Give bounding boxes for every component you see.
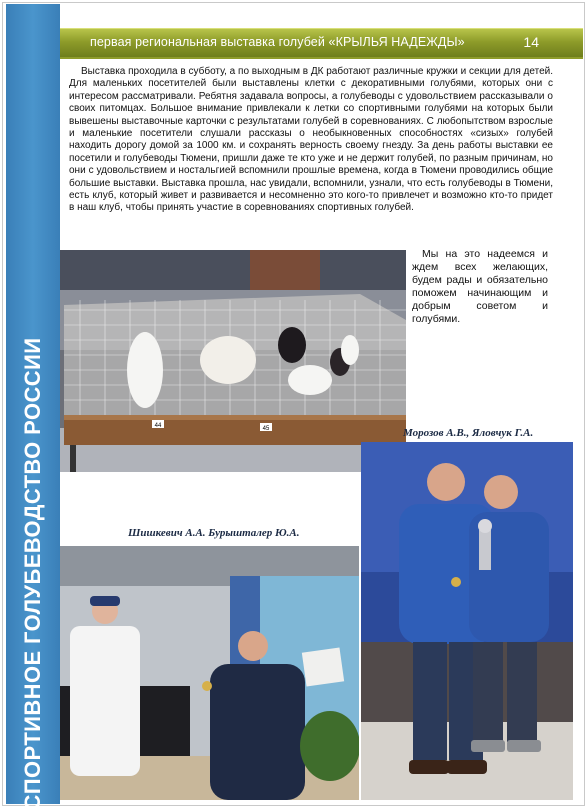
page-header [60,28,583,57]
sidebar-vertical-title: СПОРТИВНОЕ ГОЛУБЕВОДСТВО РОССИИ [20,337,45,810]
article-side-paragraph: Мы на это надеемся и ждем всех желающих, будем рады и обязательно поможем начинающим и добрым советом и голубями. [412,248,548,325]
header-rule [60,57,583,59]
page-number: 14 [523,34,539,50]
article-main-paragraph: Выставка проходила в субботу, а по выходным в ДК работают различные кружки и секции для детей. Для маленьких посетителей были выставлены клетки с декоративными голубями, которых они с интересом рассматривали. Ребятня задавала вопросы, а голубеводы с удовольствием рассказывали о своих питомцах. Большое внимание привлекали к летки со спортивными голубями на которых были вывешены выставочные карточки с результатами голубей в соревнованиях. С любопытством взрослые и маленькие посетители слушали рассказы о необыкновенных способностях «сизых» голубей находить дорогу домой за 1000 км. и сохранять верность своему гнезду. За день работы выставки ее посетили и голубеводы Тюмени, пришли даже те кто уже и не держит голубей, по разным причинам, но они с удовольствием и ностальгией вспомнили прошлые времена, когда в Тюмени проводились общие большие выставки. Выставка прошла, нас увидали, вспомнили, узнали, что есть голубеводы в Тюмени, есть клуб, который живет и развивается и несомненно это кого-то привлечет и возможно кто-то придет в наш клуб, чтобы принять участие в соревнованиях спортивных голубей. [69,66,553,214]
cage-photo [60,250,406,472]
caption-left-photo: Шишкевич А.А. Бурышталер Ю.А. [128,527,300,539]
cage-tag-45: 45 [262,426,270,432]
award-photo-right [361,442,573,800]
caption-right-photo: Морозов А.В., Яловчук Г.А. [403,427,534,439]
cage-tag-44: 44 [154,423,162,429]
page-header-title: первая региональная выставка голубей «КРЫЛЬЯ НАДЕЖДЫ» [90,35,465,49]
award-photo-left [60,546,359,800]
sidebar [6,4,60,810]
